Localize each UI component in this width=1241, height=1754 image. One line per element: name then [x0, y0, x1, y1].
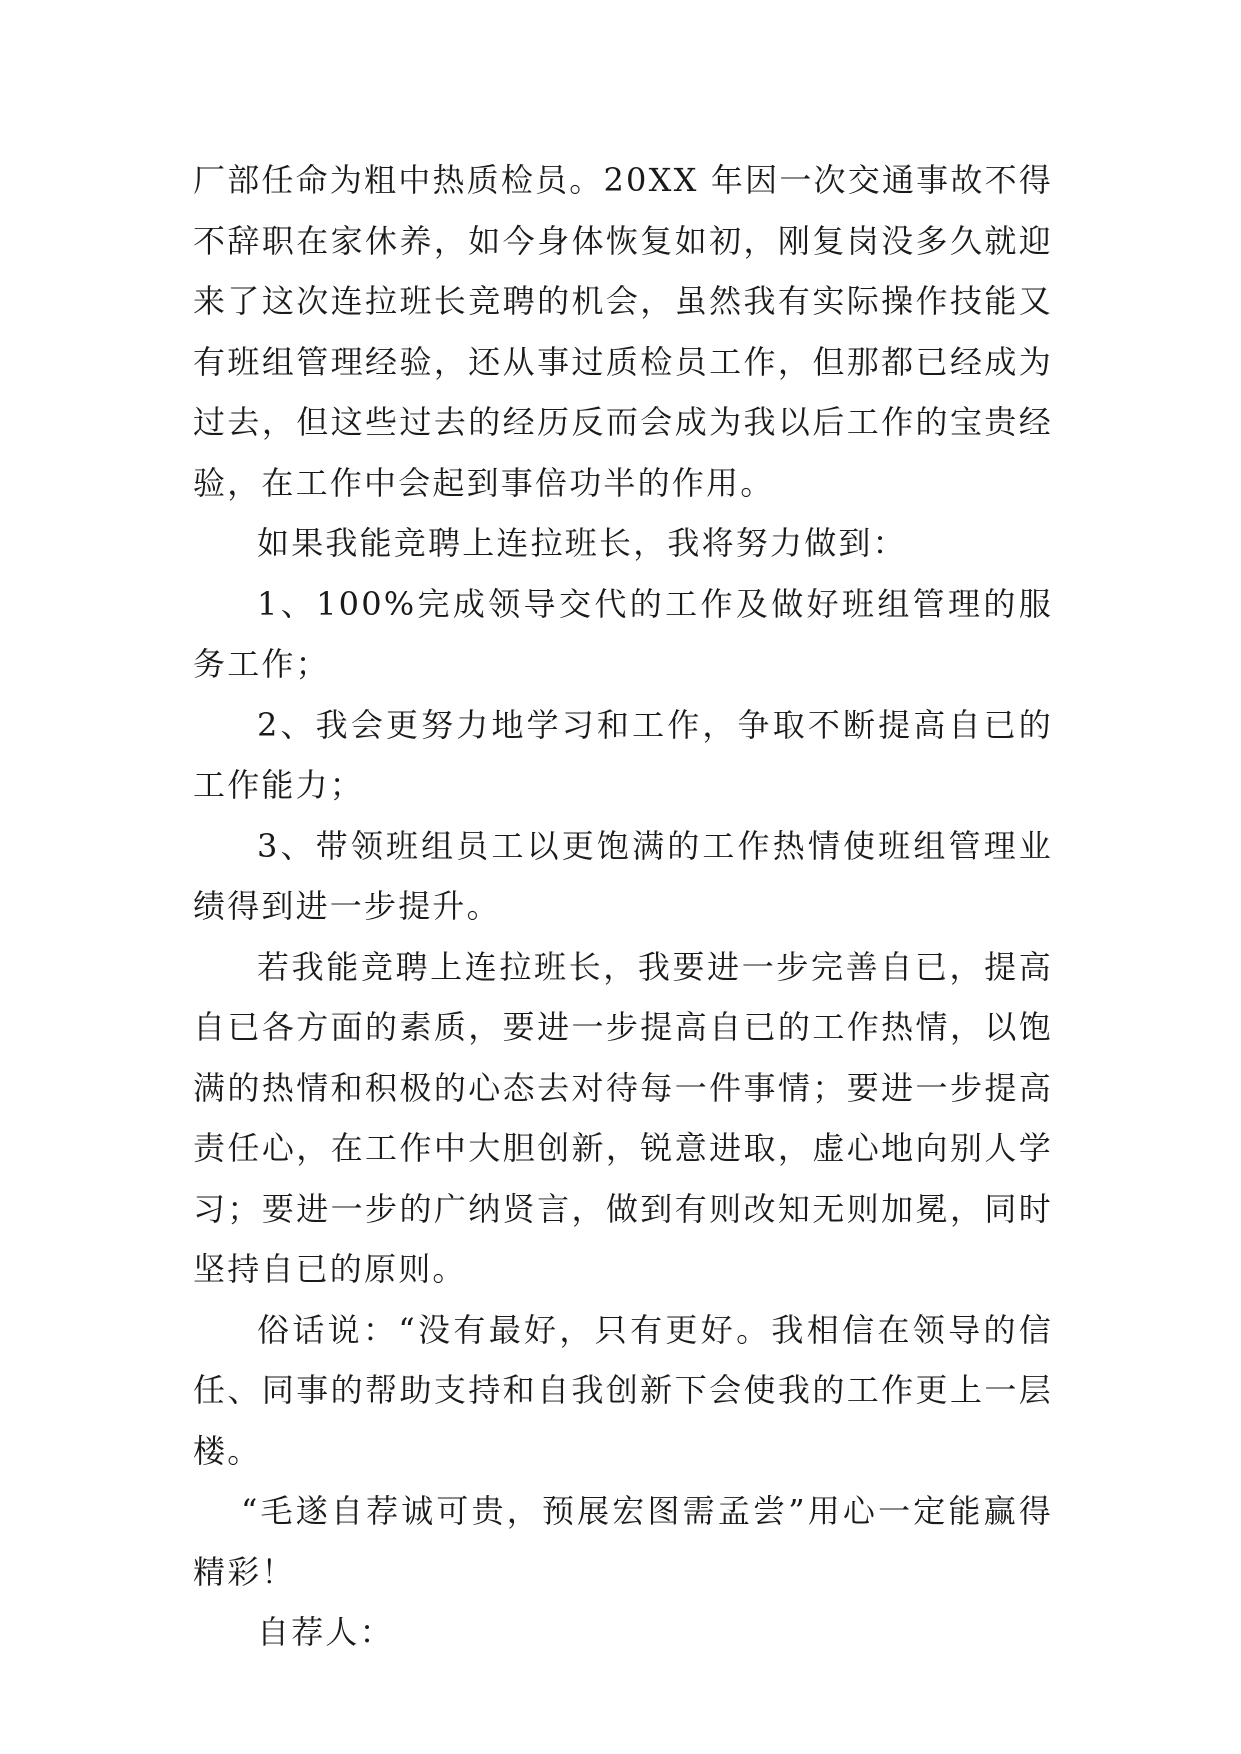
paragraph-commitment-1: 1、100%完成领导交代的工作及做好班组管理的服务工作；	[193, 584, 1053, 683]
paragraph-closing-quote: “毛遂自荐诚可贵，预展宏图需孟尝”用心一定能赢得精彩！	[193, 1492, 1053, 1591]
document-body	[193, 150, 1053, 1663]
paragraph-background: 厂部任命为粗中热质检员。20XX 年因一次交通事故不得不辞职在家休养，如今身体恢复如初，刚复岗没多久就迎来了这次连拉班长竞聘的机会，虽然我有实际操作技能又有班组管理经验，还从事过质检员工作，但那都已经成为过去，但这些过去的经历反而会成为我以后工作的宝贵经验，在工作中会起到事倍功半的作用。	[193, 161, 1053, 502]
paragraph-commitment-3: 3、带领班组员工以更饱满的工作热情使班组管理业绩得到进一步提升。	[193, 826, 1053, 925]
signature-label: 自荐人：	[257, 1613, 394, 1651]
paragraph-commitment-intro: 如果我能竞聘上连拉班长，我将努力做到：	[257, 524, 907, 562]
paragraph-self-improvement: 若我能竞聘上连拉班长，我要进一步完善自已，提高自已各方面的素质，要进一步提高自已的工作热情，以饱满的热情和积极的心态去对待每一件事情；要进一步提高责任心，在工作中大胆创新，锐意进取，虚心地向别人学习；要进一步的广纳贤言，做到有则改知无则加冕，同时坚持自已的原则。	[193, 947, 1053, 1288]
paragraph-saying: 俗话说：“没有最好，只有更好。我相信在领导的信任、同事的帮助支持和自我创新下会使我的工作更上一层楼。	[193, 1310, 1053, 1470]
paragraph-commitment-2: 2、我会更努力地学习和工作，争取不断提高自已的工作能力；	[193, 705, 1053, 804]
